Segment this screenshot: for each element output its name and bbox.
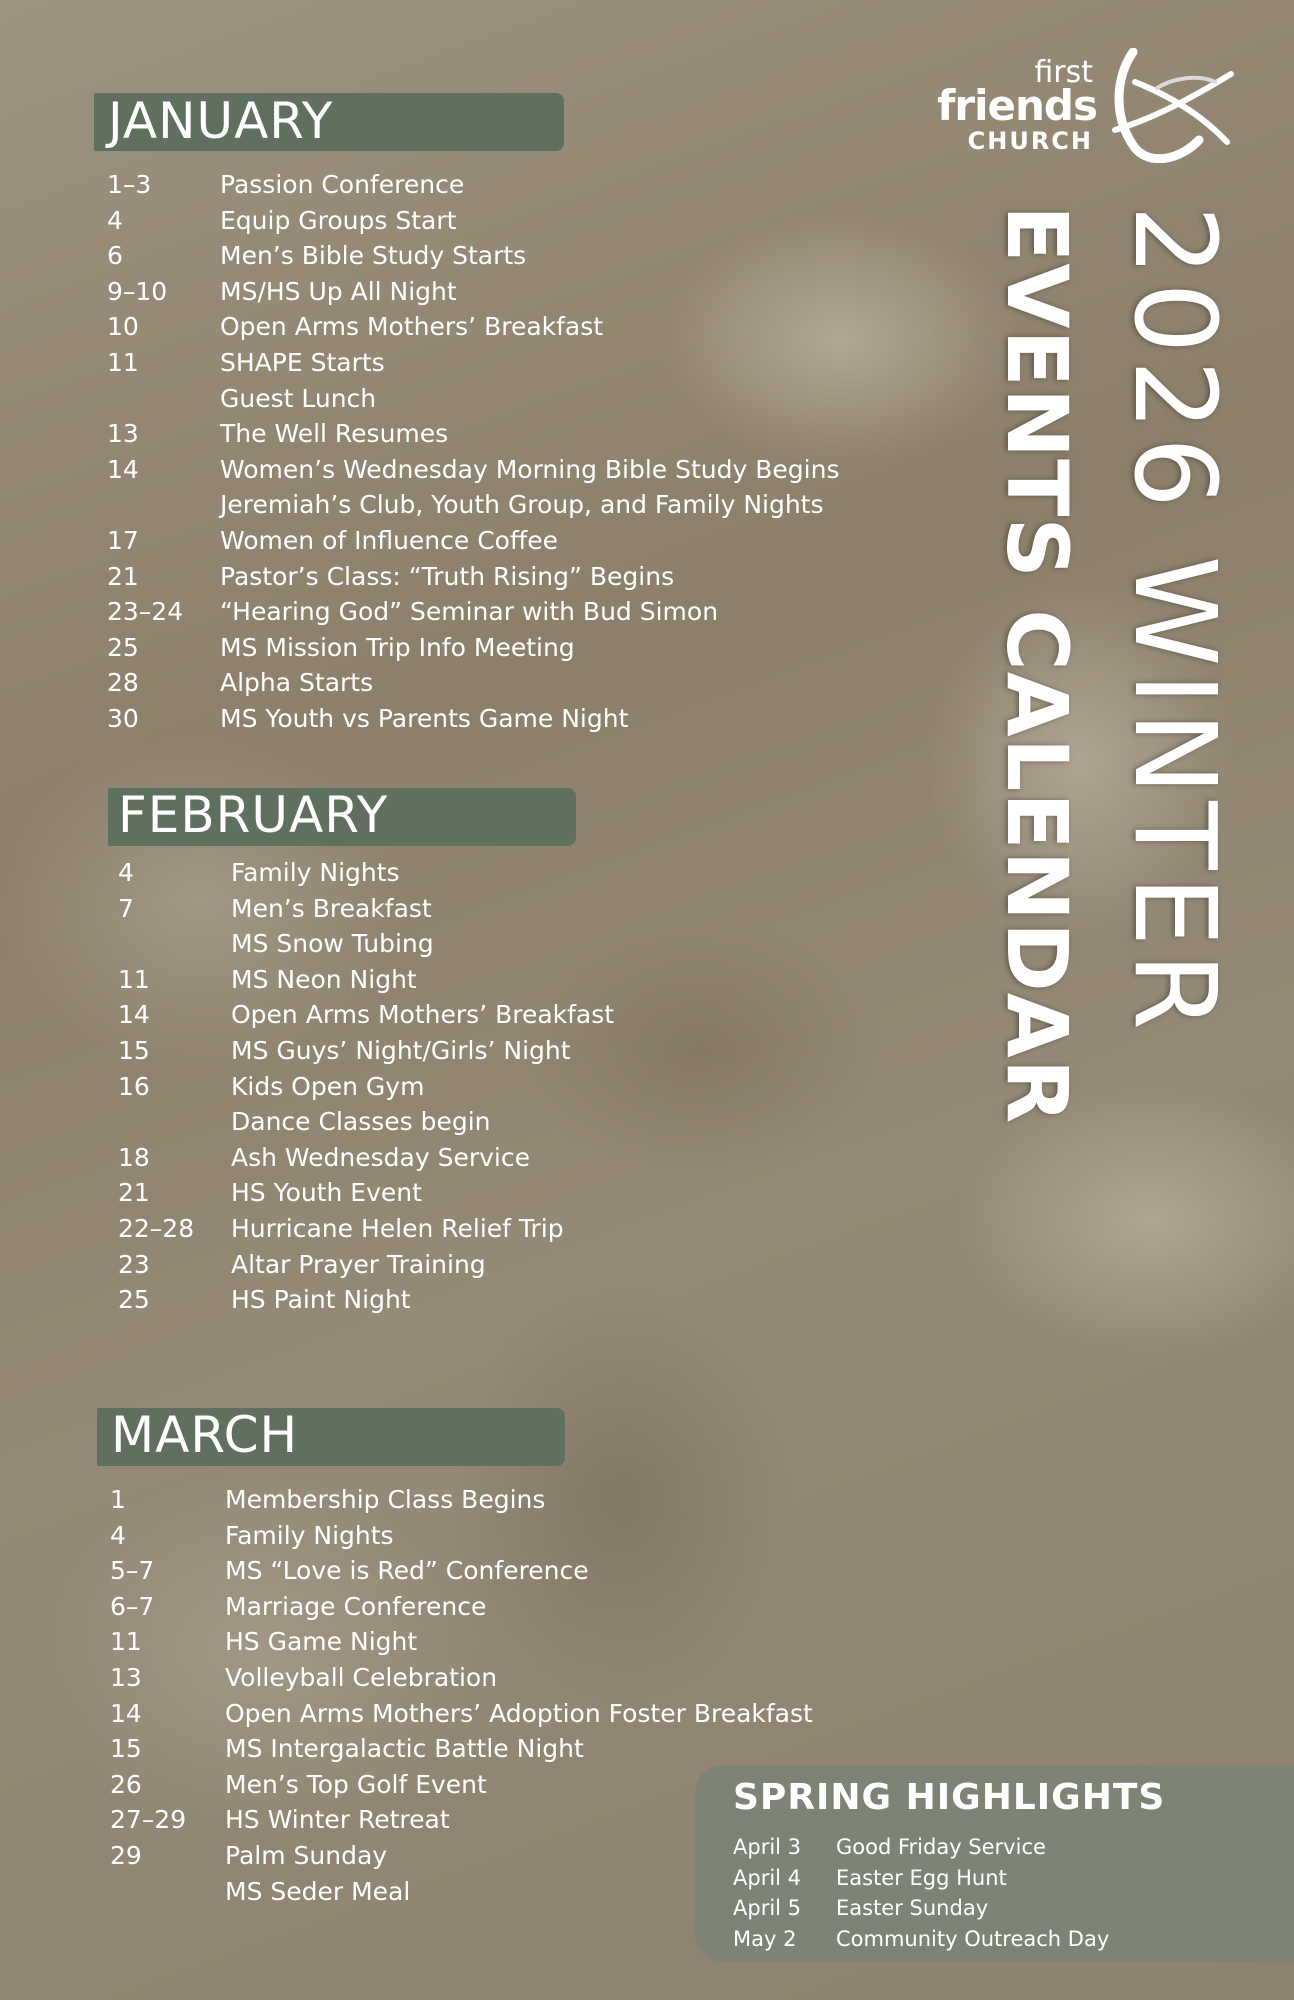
event-date: 29 [110,1840,142,1870]
event-name: Guest Lunch [220,383,377,413]
event-name: Women’s Wednesday Morning Bible Study Begins [220,454,840,484]
event-date: 13 [110,1662,142,1692]
event-name: Jeremiah’s Club, Youth Group, and Family Nights [220,490,824,520]
event-name: MS Neon Night [231,964,417,994]
event-name: Men’s Breakfast [231,893,432,923]
event-name: “Hearing God” Seminar with Bud Simon [220,597,719,627]
event-name: SHAPE Starts [220,347,385,377]
event-name: MS/HS Up All Night [220,276,457,306]
event-name: HS Paint Night [231,1285,411,1315]
logo-church-text: CHURCH [967,127,1093,155]
event-date: 13 [107,419,139,449]
event-date: 6–7 [110,1591,155,1621]
event-date: 16 [118,1071,150,1101]
january-heading: JANUARY [108,92,334,150]
event-date: 14 [107,454,139,484]
event-name: MS Guys’ Night/Girls’ Night [231,1035,571,1065]
event-name: Open Arms Mothers’ Breakfast [231,1000,615,1030]
event-date: 23–24 [107,597,184,627]
event-date: 18 [118,1142,150,1172]
event-date: 25 [107,632,139,662]
event-name: HS Youth Event [231,1178,422,1208]
event-name: MS Snow Tubing [231,929,434,959]
event-name: The Well Resumes [220,419,449,449]
event-date: 11 [107,347,139,377]
spring-highlights-box [695,1765,1294,1962]
march-heading: MARCH [111,1406,299,1464]
event-date: 30 [107,703,139,733]
event-name: MS Seder Meal [225,1876,411,1906]
event-date: 10 [107,312,139,342]
event-name: Palm Sunday [225,1840,388,1870]
event-date: 22–28 [118,1213,195,1243]
event-date: 23 [118,1249,150,1279]
calendar-title-subtitle: EVENTS CALENDAR [988,205,1086,1125]
event-name: Men’s Bible Study Starts [220,241,527,271]
event-date: 15 [118,1035,150,1065]
event-date: 6 [107,241,123,271]
event-date: 4 [118,858,134,887]
logo-first-text: first [1034,55,1093,90]
february-heading: FEBRUARY [118,786,389,844]
event-date: 28 [107,668,139,698]
event-date: 21 [107,561,139,591]
calendar-title-year: 2026 WINTER [1109,205,1239,1037]
event-name: Equip Groups Start [220,205,457,235]
event-name: Membership Class Begins [225,1485,546,1514]
event-name: Open Arms Mothers’ Breakfast [220,312,604,342]
event-date: 11 [110,1627,142,1657]
event-date: 27–29 [110,1805,187,1835]
event-date: 7 [118,893,134,923]
logo-friends-text: friends [937,81,1097,130]
event-name: Women of Influence Coffee [220,525,558,555]
event-date: 1–3 [107,170,152,199]
event-name: Alpha Starts [220,668,374,698]
event-name: Good Friday Service [836,1835,1046,1859]
event-date: 14 [110,1698,142,1728]
church-logo [937,48,1245,163]
event-date: 4 [107,205,123,235]
event-name: Family Nights [231,858,400,887]
event-date: 21 [118,1178,150,1208]
event-name: Altar Prayer Training [231,1249,486,1279]
event-date: 1 [110,1485,126,1514]
event-name: Kids Open Gym [231,1071,425,1101]
event-name: Dance Classes begin [231,1107,491,1137]
event-name: Easter Egg Hunt [836,1865,1007,1890]
event-date: April 5 [733,1896,802,1920]
logo-swoosh-icon [1095,48,1245,163]
event-date: 4 [110,1520,126,1550]
event-name: Pastor’s Class: “Truth Rising” Begins [220,561,675,591]
event-date: 26 [110,1769,142,1799]
event-name: MS Youth vs Parents Game Night [220,703,629,733]
event-name: HS Winter Retreat [225,1805,450,1835]
event-date: 15 [110,1734,142,1764]
event-name: Hurricane Helen Relief Trip [231,1213,564,1243]
event-name: MS “Love is Red” Conference [225,1556,589,1586]
event-date: 17 [107,525,139,555]
event-name: Men’s Top Golf Event [225,1769,487,1799]
event-name: MS Intergalactic Battle Night [225,1734,584,1764]
event-date: 25 [118,1285,150,1315]
spring-highlights-heading: SPRING HIGHLIGHTS [733,1777,1166,1818]
event-name: Easter Sunday [836,1896,989,1920]
event-name: Ash Wednesday Service [231,1142,530,1172]
event-name: Passion Conference [220,170,465,199]
event-date: 5–7 [110,1556,155,1586]
event-date: April 3 [733,1835,802,1859]
event-date: 14 [118,1000,150,1030]
event-name: HS Game Night [225,1627,418,1657]
event-name: Open Arms Mothers’ Adoption Foster Breakfast [225,1698,813,1728]
event-name: Family Nights [225,1520,394,1550]
event-name: MS Mission Trip Info Meeting [220,632,575,662]
event-date: May 2 [733,1926,797,1951]
event-name: Volleyball Celebration [225,1662,498,1692]
event-date: April 4 [733,1865,802,1890]
event-name: Community Outreach Day [836,1926,1110,1951]
event-date: 9–10 [107,276,168,306]
event-name: Marriage Conference [225,1591,487,1621]
event-date: 11 [118,964,150,994]
